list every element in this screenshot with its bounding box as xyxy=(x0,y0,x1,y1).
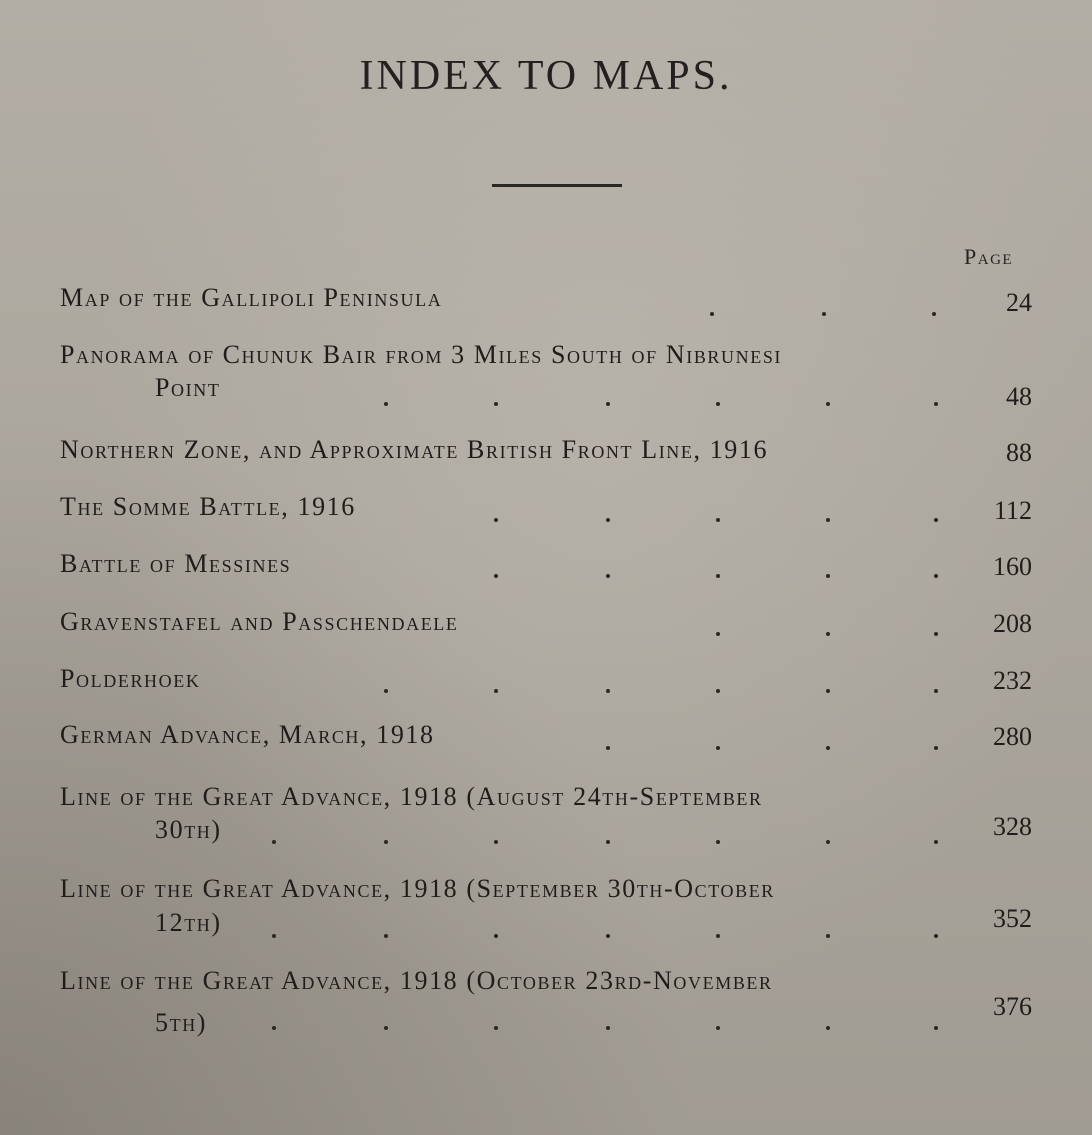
leader-dot xyxy=(826,689,830,693)
map-entry-title: The Somme Battle, 1916 xyxy=(60,492,356,521)
map-entry-title: Panorama of Chunuk Bair from 3 Miles South of Nibrunesi xyxy=(60,340,783,369)
leader-dot xyxy=(272,840,276,844)
leader-dot xyxy=(272,934,276,938)
leader-dot xyxy=(494,840,498,844)
leader-dot xyxy=(826,632,830,636)
leader-dot xyxy=(384,934,388,938)
map-entry-page: 328 xyxy=(993,812,1032,841)
map-entry-page: 160 xyxy=(993,552,1032,581)
leader-dot xyxy=(932,312,936,316)
map-entry-page: 280 xyxy=(993,722,1032,751)
map-entry-page: 376 xyxy=(993,992,1032,1021)
map-entry-page: 352 xyxy=(993,904,1032,933)
leader-dots xyxy=(0,742,1092,752)
leader-dot xyxy=(494,574,498,578)
leader-dot xyxy=(384,689,388,693)
leader-dot xyxy=(716,632,720,636)
leader-dots xyxy=(0,685,1092,695)
leader-dots xyxy=(0,836,1092,846)
page-title: INDEX TO MAPS. xyxy=(359,53,733,99)
map-entry-page: 48 xyxy=(1006,382,1032,411)
map-entry-title: Line of the Great Advance, 1918 (September 30th-October xyxy=(60,874,775,903)
leader-dot xyxy=(494,518,498,522)
leader-dots xyxy=(0,1022,1092,1032)
leader-dot xyxy=(826,746,830,750)
leader-dot xyxy=(826,402,830,406)
leader-dot xyxy=(384,1026,388,1030)
map-entry-page: 208 xyxy=(993,609,1032,638)
leader-dot xyxy=(934,746,938,750)
leader-dot xyxy=(606,518,610,522)
leader-dot xyxy=(822,312,826,316)
leader-dot xyxy=(934,632,938,636)
leader-dot xyxy=(606,746,610,750)
leader-dot xyxy=(716,840,720,844)
map-entry-title-continued: Point xyxy=(155,373,221,402)
page-column-header: Page xyxy=(964,244,1014,269)
map-entry-page: 24 xyxy=(1006,288,1032,317)
leader-dot xyxy=(934,934,938,938)
leader-dot xyxy=(934,574,938,578)
leader-dot xyxy=(716,689,720,693)
map-entry-page: 232 xyxy=(993,666,1032,695)
leader-dot xyxy=(494,689,498,693)
map-entry-title: Line of the Great Advance, 1918 (August 24th-September xyxy=(60,782,763,811)
map-entry-title-continued: 5th) xyxy=(155,1008,208,1037)
leader-dot xyxy=(494,402,498,406)
leader-dot xyxy=(606,574,610,578)
map-entry-title: Line of the Great Advance, 1918 (October 23rd-November xyxy=(60,966,773,995)
leader-dot xyxy=(826,518,830,522)
leader-dot xyxy=(384,840,388,844)
leader-dot xyxy=(826,840,830,844)
leader-dot xyxy=(606,402,610,406)
map-entry-page: 112 xyxy=(993,496,1032,525)
leader-dot xyxy=(606,934,610,938)
leader-dot xyxy=(934,402,938,406)
map-entry-page: 88 xyxy=(1006,438,1032,467)
map-entry-title-continued: 30th) xyxy=(155,815,222,844)
leader-dots xyxy=(0,398,1092,408)
leader-dot xyxy=(716,518,720,522)
leader-dot xyxy=(716,934,720,938)
leader-dot xyxy=(494,1026,498,1030)
leader-dot xyxy=(272,1026,276,1030)
leader-dots xyxy=(0,308,1092,318)
leader-dot xyxy=(826,1026,830,1030)
leader-dots xyxy=(0,930,1092,940)
leader-dot xyxy=(384,402,388,406)
leader-dot xyxy=(606,1026,610,1030)
leader-dot xyxy=(606,689,610,693)
leader-dot xyxy=(716,402,720,406)
map-entry-title-continued: 12th) xyxy=(155,908,222,937)
leader-dot xyxy=(826,934,830,938)
leader-dots xyxy=(0,514,1092,524)
map-entry-title: Polderhoek xyxy=(60,664,201,693)
leader-dot xyxy=(716,574,720,578)
map-entry-title: Gravenstafel and Passchendaele xyxy=(60,607,459,636)
leader-dot xyxy=(710,312,714,316)
leader-dot xyxy=(934,518,938,522)
leader-dot xyxy=(494,934,498,938)
leader-dot xyxy=(934,840,938,844)
leader-dot xyxy=(716,1026,720,1030)
leader-dots xyxy=(0,628,1092,638)
leader-dot xyxy=(934,1026,938,1030)
map-entry-title: Battle of Messines xyxy=(60,549,292,578)
leader-dots xyxy=(0,570,1092,580)
map-entry-title: Map of the Gallipoli Peninsula xyxy=(60,283,443,312)
leader-dot xyxy=(826,574,830,578)
map-entry-title: Northern Zone, and Approximate British Front Line, 1916 xyxy=(60,435,769,464)
leader-dot xyxy=(934,689,938,693)
leader-dot xyxy=(716,746,720,750)
map-entry-title: German Advance, March, 1918 xyxy=(60,720,435,749)
leader-dot xyxy=(606,840,610,844)
